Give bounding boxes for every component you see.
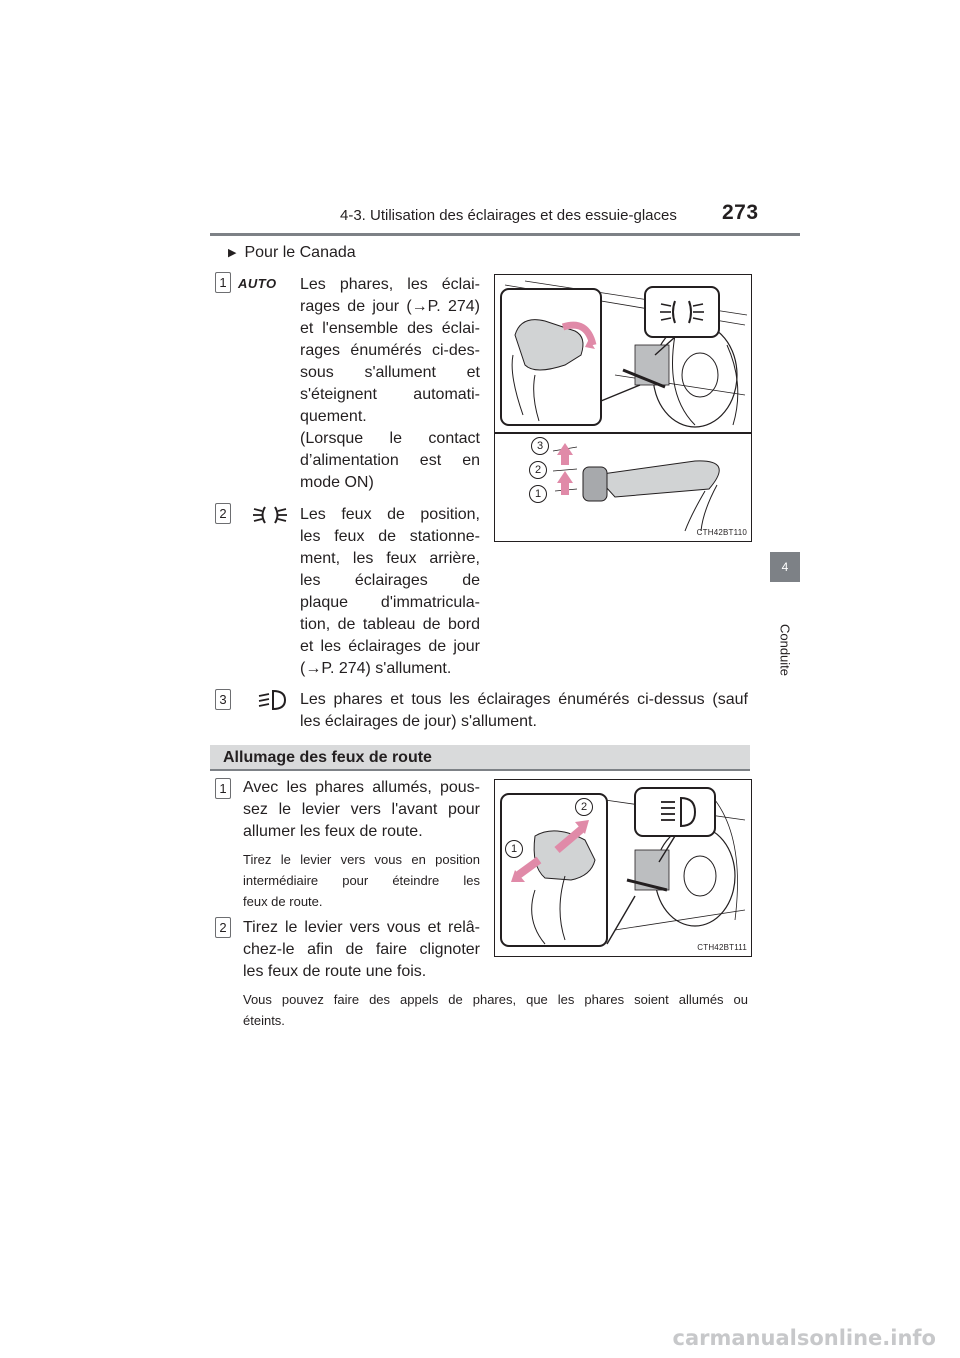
- item-number-3: 3: [215, 689, 231, 710]
- step-number-1: 1: [215, 778, 231, 799]
- item-number-1: 1: [215, 272, 231, 293]
- text-line: les éclairages de jour) s'allument.: [300, 713, 537, 730]
- triangle-bullet-icon: ▶: [228, 247, 237, 259]
- lead-in: [228, 244, 356, 262]
- item-text-2: [300, 504, 480, 680]
- text-line: rages énumérés ci-des-: [300, 342, 480, 359]
- step-text-2: [243, 917, 480, 983]
- text-line: rages de jour (→P. 274): [300, 298, 480, 315]
- step-text-1: [243, 777, 480, 843]
- text-line: s'éteignent automati-: [300, 386, 480, 403]
- text-line: d’alimentation est en: [300, 452, 480, 469]
- step-note-2: [243, 989, 748, 1031]
- position-light-icon: [252, 503, 288, 532]
- item-number-2: 2: [215, 503, 231, 524]
- text-line: sez le levier vers l'avant pour: [243, 801, 480, 818]
- text-line: intermédiaire pour éteindre les: [243, 873, 480, 888]
- page-number: 273: [722, 201, 759, 224]
- chapter-tab-number: 4: [781, 560, 789, 574]
- text-line: Vous pouvez faire des appels de phares, que les phares soient allumés ou: [243, 992, 748, 1007]
- text-line: éteints.: [243, 1013, 285, 1028]
- chapter-label: Conduite: [777, 623, 793, 677]
- callout-1: 1: [529, 485, 547, 503]
- text-line: les éclairages de: [300, 572, 480, 589]
- text-line: quement.: [300, 408, 367, 425]
- item-text-1: [300, 274, 480, 494]
- auto-light-icon: AUTO: [238, 276, 277, 291]
- text-line: Les feux de position,: [300, 506, 480, 523]
- step-number-2: 2: [215, 917, 231, 938]
- watermark: carmanualsonline.info: [672, 1326, 936, 1350]
- text-line: feux de route.: [243, 894, 323, 909]
- text-line: et l'ensemble des éclai-: [300, 320, 480, 337]
- low-beam-icon: [255, 688, 287, 717]
- text-line: les feux de stationne-: [300, 528, 480, 545]
- header-divider: [210, 233, 800, 236]
- text-line: ment, les feux arrière,: [300, 550, 480, 567]
- text-line: plaque d'immatricula-: [300, 594, 480, 611]
- text-line: (→P. 274) s'allument.: [300, 660, 452, 677]
- callout-3: 3: [531, 437, 549, 455]
- callout-2: 2: [575, 798, 593, 816]
- callout-1: 1: [505, 840, 523, 858]
- text-line: allumer les feux de route.: [243, 823, 423, 840]
- lead-in-text: Pour le Canada: [244, 244, 356, 261]
- text-line: sous s'allument et: [300, 364, 480, 381]
- step-note-1: [243, 849, 480, 912]
- text-line: Avec les phares allumés, pous-: [243, 779, 480, 796]
- callout-2: 2: [529, 461, 547, 479]
- section-header: 4-3. Utilisation des éclairages et des essuie-glaces: [340, 207, 677, 224]
- item-text-3: [300, 689, 748, 733]
- text-line: et les éclairages de jour: [300, 638, 480, 655]
- figure-code: CTH42BT110: [696, 528, 747, 537]
- section-heading: Allumage des feux de route: [223, 749, 432, 766]
- text-line: les feux de route une fois.: [243, 963, 427, 980]
- high-beam-illustration: [494, 779, 752, 957]
- text-line: Les phares et tous les éclairages énumérés ci-dessus (sauf: [300, 691, 748, 708]
- text-line: Tirez le levier vers vous et relâ-: [243, 919, 480, 936]
- headlight-switch-illustration: [494, 274, 752, 542]
- text-line: Les phares, les éclai-: [300, 276, 480, 293]
- text-line: (Lorsque le contact: [300, 430, 480, 447]
- text-line: chez-le afin de faire clignoter: [243, 941, 480, 958]
- text-line: Tirez le levier vers vous en position: [243, 852, 480, 867]
- text-line: mode ON): [300, 474, 374, 491]
- text-line: tion, de tableau de bord: [300, 616, 480, 633]
- figure-code: CTH42BT111: [697, 943, 747, 952]
